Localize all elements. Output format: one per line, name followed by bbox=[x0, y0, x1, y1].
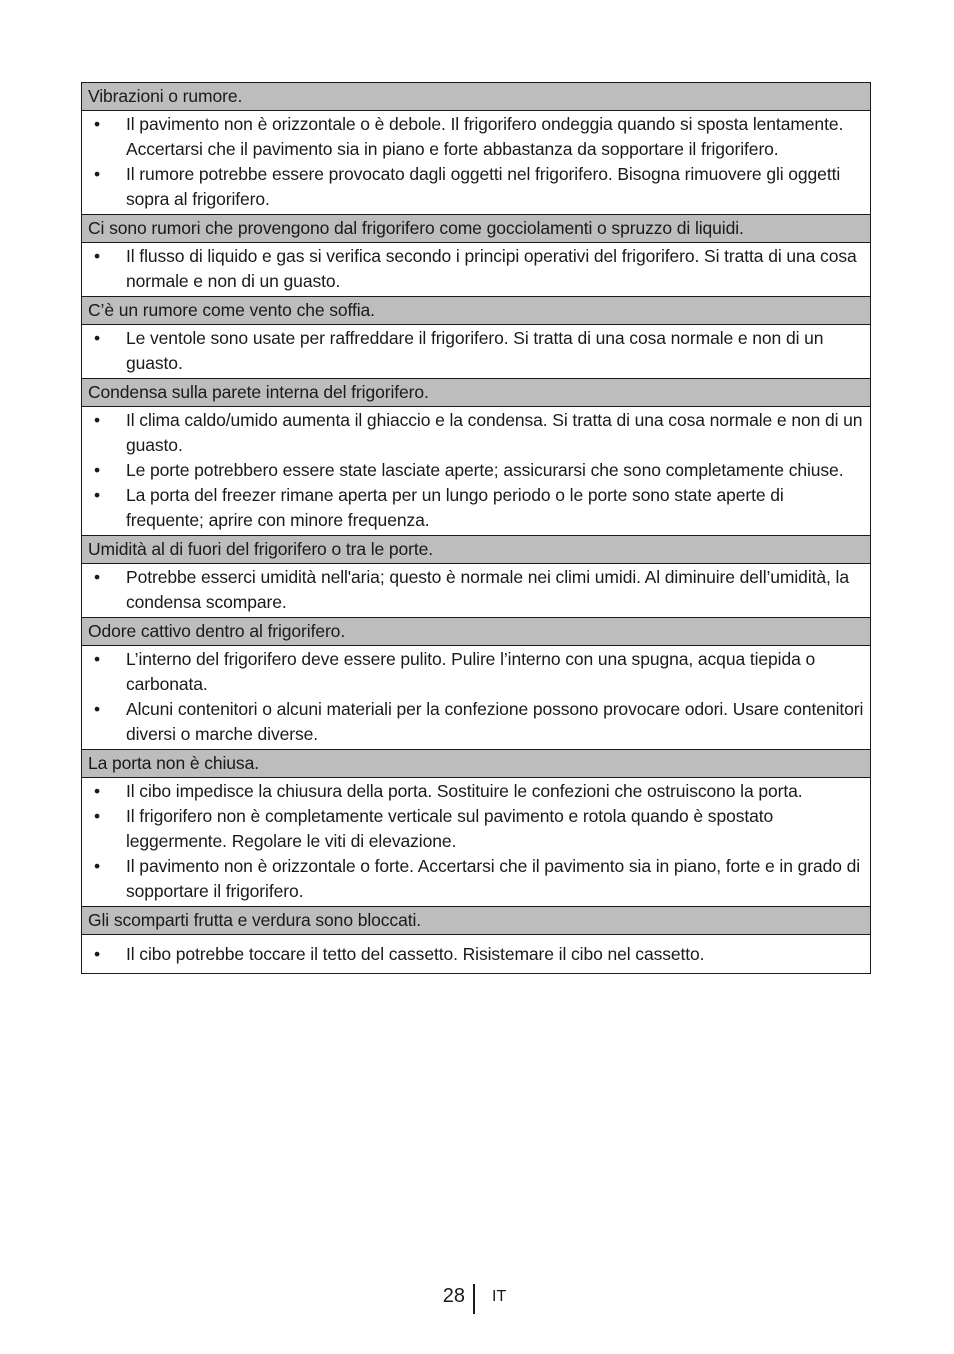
section-body bbox=[82, 646, 871, 750]
list-item-text: L’interno del frigorifero deve essere pulito. Pulire l’interno con una spugna, acqua tiepida o carbonata. bbox=[126, 649, 816, 694]
list-item-text: La porta del freezer rimane aperta per un lungo periodo o le porte sono state aperte di frequente; aprire con minore frequenza. bbox=[126, 485, 784, 530]
list-item-text: Il cibo impedisce la chiusura della porta. Sostituire le confezioni che ostruiscono la porta. bbox=[126, 781, 803, 801]
bullet-icon: • bbox=[93, 328, 101, 348]
list-item-text: Il pavimento non è orizzontale o forte. Accertarsi che il pavimento sia in piano, forte e in grado di sopportare il frigorifero. bbox=[126, 856, 861, 901]
section-heading: Vibrazioni o rumore. bbox=[82, 83, 871, 111]
list-item-text: Il frigorifero non è completamente verticale sul pavimento e rotola quando è spostato leggermente. Regolare le viti di elevazione. bbox=[126, 806, 774, 851]
section-body bbox=[82, 325, 871, 379]
bullet-list bbox=[82, 244, 870, 294]
list-item-text: Le porte potrebbero essere state lasciate aperte; assicurarsi che sono completamente chiuse. bbox=[126, 460, 844, 480]
list-item bbox=[82, 458, 870, 483]
list-item-text: Il rumore potrebbe essere provocato dagli oggetti nel frigorifero. Bisogna rimuovere gli oggetti sopra al frigorifero. bbox=[126, 164, 841, 209]
section-heading-row bbox=[82, 83, 871, 111]
section-body bbox=[82, 778, 871, 907]
list-item-text: Alcuni contenitori o alcuni materiali per la confezione possono provocare odori. Usare contenitori diversi o marche diverse. bbox=[126, 699, 864, 744]
section-body-row bbox=[82, 778, 871, 907]
footer-divider bbox=[473, 1284, 475, 1314]
list-item bbox=[82, 244, 870, 294]
section-body bbox=[82, 935, 871, 974]
section-body-row bbox=[82, 325, 871, 379]
list-item bbox=[82, 112, 870, 162]
language-code: IT bbox=[492, 1288, 507, 1305]
section-heading-row bbox=[82, 618, 871, 646]
bullet-icon: • bbox=[93, 856, 101, 876]
list-item-text: Potrebbe esserci umidità nell'aria; questo è normale nei climi umidi. Al diminuire dell’umidità, la condensa scompare. bbox=[126, 567, 849, 612]
bullet-icon: • bbox=[93, 114, 101, 134]
bullet-icon: • bbox=[93, 806, 101, 826]
bullet-list bbox=[82, 942, 870, 967]
section-heading-row bbox=[82, 215, 871, 243]
bullet-icon: • bbox=[93, 410, 101, 430]
list-item bbox=[82, 854, 870, 904]
section-body-row bbox=[82, 646, 871, 750]
section-body bbox=[82, 243, 871, 297]
section-heading: Condensa sulla parete interna del frigorifero. bbox=[82, 379, 871, 407]
page-number: 28 bbox=[442, 1285, 465, 1307]
section-heading-row bbox=[82, 536, 871, 564]
list-item-text: Il pavimento non è orizzontale o è debole. Il frigorifero ondeggia quando si sposta lentamente. Accertarsi che il pavimento sia in piano e forte abbastanza da sopportare il frigorifero. bbox=[126, 114, 844, 159]
section-heading-row bbox=[82, 297, 871, 325]
troubleshooting-table-body bbox=[82, 83, 871, 974]
list-item bbox=[82, 942, 870, 967]
section-heading-row bbox=[82, 907, 871, 935]
section-body-row bbox=[82, 407, 871, 536]
bullet-icon: • bbox=[93, 699, 101, 719]
list-item bbox=[82, 408, 870, 458]
section-body bbox=[82, 407, 871, 536]
list-item-text: Le ventole sono usate per raffreddare il frigorifero. Si tratta di una cosa normale e non di un guasto. bbox=[126, 328, 824, 373]
list-item bbox=[82, 565, 870, 615]
section-heading: Umidità al di fuori del frigorifero o tra le porte. bbox=[82, 536, 871, 564]
bullet-list bbox=[82, 565, 870, 615]
section-heading: Odore cattivo dentro al frigorifero. bbox=[82, 618, 871, 646]
list-item bbox=[82, 162, 870, 212]
bullet-list bbox=[82, 647, 870, 747]
bullet-icon: • bbox=[93, 649, 101, 669]
list-item-text: Il cibo potrebbe toccare il tetto del cassetto. Risistemare il cibo nel cassetto. bbox=[126, 944, 705, 964]
section-heading: Ci sono rumori che provengono dal frigorifero come gocciolamenti o spruzzo di liquidi. bbox=[82, 215, 871, 243]
list-item bbox=[82, 779, 870, 804]
section-body bbox=[82, 111, 871, 215]
section-heading: La porta non è chiusa. bbox=[82, 750, 871, 778]
section-heading: Gli scomparti frutta e verdura sono bloccati. bbox=[82, 907, 871, 935]
list-item bbox=[82, 483, 870, 533]
list-item bbox=[82, 647, 870, 697]
list-item bbox=[82, 804, 870, 854]
section-heading: C’è un rumore come vento che soffia. bbox=[82, 297, 871, 325]
section-heading-row bbox=[82, 750, 871, 778]
bullet-list bbox=[82, 779, 870, 904]
bullet-icon: • bbox=[93, 944, 101, 964]
section-body bbox=[82, 564, 871, 618]
bullet-list bbox=[82, 112, 870, 212]
section-body-row bbox=[82, 111, 871, 215]
bullet-list bbox=[82, 408, 870, 533]
bullet-icon: • bbox=[93, 781, 101, 801]
list-item-text: Il clima caldo/umido aumenta il ghiaccio e la condensa. Si tratta di una cosa normale e non di un guasto. bbox=[126, 410, 863, 455]
section-body-row bbox=[82, 564, 871, 618]
bullet-icon: • bbox=[93, 246, 101, 266]
bullet-icon: • bbox=[93, 460, 101, 480]
list-item bbox=[82, 326, 870, 376]
list-item-text: Il flusso di liquido e gas si verifica secondo i principi operativi del frigorifero. Si tratta di una cosa normale e non di un guasto. bbox=[126, 246, 857, 291]
page-footer bbox=[0, 1282, 954, 1314]
bullet-icon: • bbox=[93, 567, 101, 587]
bullet-icon: • bbox=[93, 485, 101, 505]
section-body-row bbox=[82, 243, 871, 297]
bullet-icon: • bbox=[93, 164, 101, 184]
section-body-row bbox=[82, 935, 871, 974]
section-heading-row bbox=[82, 379, 871, 407]
list-item bbox=[82, 697, 870, 747]
bullet-list bbox=[82, 326, 870, 376]
troubleshooting-table bbox=[81, 82, 871, 974]
